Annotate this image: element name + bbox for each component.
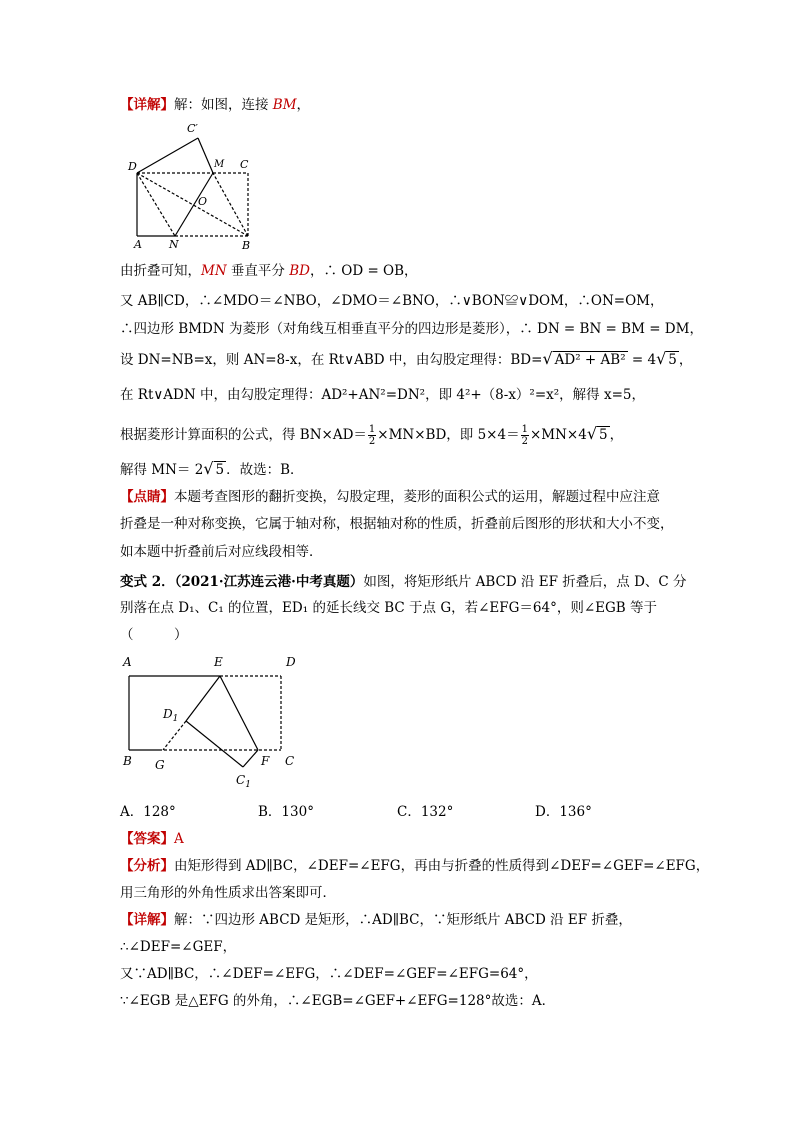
seg-DC1 [137,138,198,173]
detail-line-3: 又 AB∥CD，∴∠MDO＝∠NBO，∠DMO＝∠BNO，∴∨BON≌∨DOM，∴ON=OM， [120,293,664,309]
detail-line-8: 解得 MN＝ 2√ 5 ．故选：B． [120,459,304,478]
seg-DN [137,173,175,236]
fraction-half: $\frac{1}{2}$ [368,424,376,447]
seg-D1C1 [186,721,243,767]
option-d: D．136° [535,804,592,820]
option-a: A．128° [120,804,176,820]
label-C2: C [285,754,295,768]
seg-MN [175,173,213,236]
figure-rectangle-fold [125,118,265,253]
option-b: B．130° [258,804,314,820]
seg-C1F [243,750,258,767]
fraction-half-2: $\frac{1}{2}$ [521,424,528,447]
seg-EF [220,676,258,750]
detail-line-7: 根据菱形计算面积的公式，得 BN×AD＝ $\frac{1}{2}$ ×MN×BD，即 5×4＝ $\frac{1}{2}$ ×MN×4√ 5 ， [120,424,624,447]
label-C1: C′ [187,122,198,135]
question-line-1: 变式 2．（2021·江苏连云港·中考真题）如图，将矩形纸片 ABCD 沿 EF 折叠后，点 D、C 分 [120,574,687,590]
label-B2: B [123,754,132,768]
solution-line-2: ∴∠DEF=∠GEF， [120,939,237,955]
detail-line-5: 设 DN=NB=x，则 AN=8-x，在 Rt∨ABD 中，由勾股定理得：BD=√ AD² + AB² = 4√ 5 ， [120,349,693,368]
detail-line-4: ∴四边形 BMDN 为菱形（对角线互相垂直平分的四边形是菱形），∴ DN = BN = BM = DM， [120,321,703,337]
comment-line-2: 折叠是一种对称变换，它属于轴对称，根据轴对称的性质，折叠前后图形的形状和大小不变， [120,516,674,532]
label-C: C [240,158,249,171]
label-G2: G [155,758,165,772]
detail-tag: 【详解】 [120,97,174,113]
solution-line-1: 【详解】解：∵四边形 ABCD 是矩形，∴AD∥BC，∵矩形纸片 ABCD 沿 EF 折叠， [120,912,632,928]
analysis-line-2: 用三角形的外角性质求出答案即可． [120,885,336,901]
question-line-2: 别落在点 D₁、C₁ 的位置，ED₁ 的延长线交 BC 于点 G，若∠EFG＝64°，则∠EGB 等于 [120,600,658,616]
label-C1-2: $C_1$ [236,773,251,790]
seg-DB [137,173,248,236]
option-c: C．132° [397,804,454,820]
seg-ED1 [186,676,220,721]
comment-line-3: 如本题中折叠前后对应线段相等． [120,544,323,560]
label-M: M [214,159,225,170]
label-D: D [128,160,137,173]
solution-line-3: 又∵AD∥BC，∴∠DEF=∠EFG，∴∠DEF=∠GEF=∠EFG=64°， [120,966,538,982]
detail-line-1: 【详解】解：如图，连接 BM， [120,97,311,113]
seg-C1M [198,138,213,173]
label-N: N [169,238,179,251]
analysis-line-1: 【分析】由矩形得到 AD∥BC，∠DEF=∠EFG，再由与折叠的性质得到∠DEF=∠GEF=∠EFG， [120,858,710,874]
figure-fold-abcd [115,652,310,797]
detail-line-2: 由折叠可知，MN 垂直平分 BD，∴ OD = OB， [120,263,418,279]
question-line-3: （ ） [120,627,188,643]
label-A: A [134,238,142,251]
label-A2: A [123,655,132,669]
detail-line-6: 在 Rt∨ADN 中，由勾股定理得：AD²+AN²=DN²，即 4²+（8-x）²=x²，解得 x=5， [120,387,645,403]
solution-line-4: ∵∠EGB 是△EFG 的外角，∴∠EGB=∠GEF+∠EFG=128°故选：A． [120,993,556,1009]
label-B: B [242,239,251,252]
label-O: O [198,195,208,208]
seg-D1G [163,721,186,750]
label-F2: F [261,754,270,768]
label-D1: $D_1$ [163,707,179,724]
answer-line: 【答案】A [120,831,184,847]
comment-line-1: 【点睛】本题考查图形的翻折变换，勾股定理，菱形的面积公式的运用，解题过程中应注意 [120,489,660,505]
label-E2: E [214,655,223,669]
label-D2: D [286,655,296,669]
